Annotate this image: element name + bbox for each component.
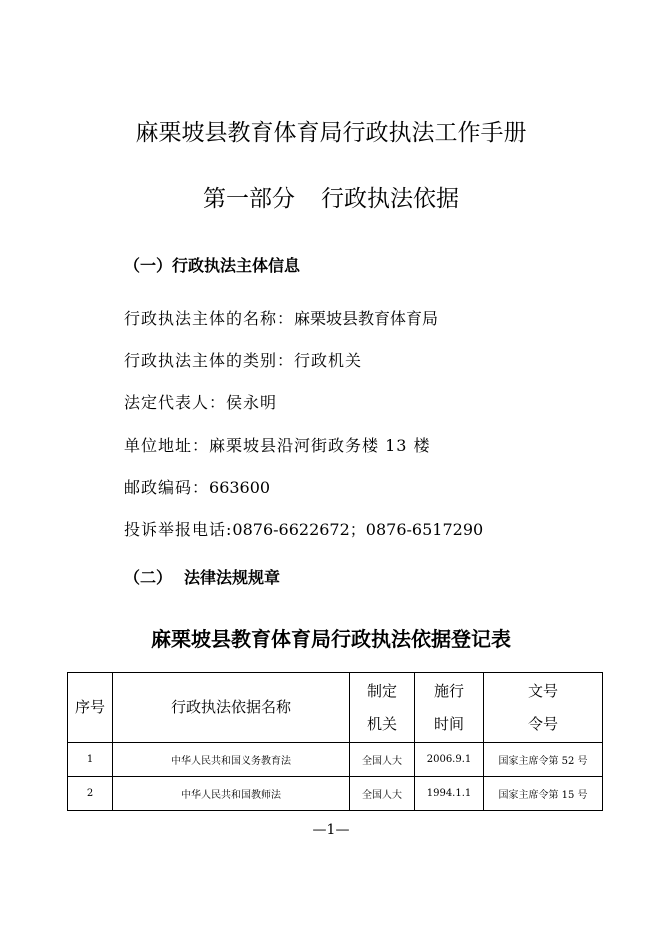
info-value: 行政机关	[294, 351, 363, 370]
cell-name: 中华人民共和国教师法	[113, 777, 350, 811]
section-heading-laws	[124, 567, 280, 589]
info-line-legal-representative	[124, 392, 277, 414]
page-number: —1—	[312, 822, 350, 838]
cell-date: 2006.9.1	[415, 743, 484, 777]
header-org-bottom: 机关	[366, 714, 397, 733]
info-line-complaint-phone	[124, 519, 483, 541]
info-line-address	[124, 435, 431, 457]
info-line-entity-name	[124, 308, 438, 330]
cell-no: 2	[68, 777, 113, 811]
table-row	[68, 743, 603, 777]
info-value: 663600	[209, 478, 271, 497]
info-label: 行政执法主体的类别：	[124, 351, 295, 370]
cell-doc: 国家主席令第 52 号	[484, 743, 603, 777]
cell-org: 全国人大	[350, 743, 415, 777]
info-value: 麻栗坡县教育体育局	[294, 309, 439, 328]
header-doc-top: 文号	[527, 681, 558, 700]
cell-no: 1	[68, 743, 113, 777]
info-value: 0876-6622672；0876-6517290	[232, 520, 484, 539]
header-date-bottom: 时间	[433, 714, 464, 733]
info-line-entity-type	[124, 350, 362, 372]
header-name: 行政执法依据名称	[113, 673, 350, 743]
part-title-text: 行政执法依据	[321, 186, 459, 212]
header-date-top: 施行	[433, 681, 464, 700]
info-label: 行政执法主体的名称：	[124, 309, 295, 328]
header-date	[415, 673, 484, 743]
header-doc-bottom: 令号	[527, 714, 558, 733]
info-line-postal-code	[124, 477, 270, 499]
cell-name: 中华人民共和国义务教育法	[113, 743, 350, 777]
cell-doc: 国家主席令第 15 号	[484, 777, 603, 811]
header-org-top: 制定	[366, 681, 397, 700]
header-doc	[484, 673, 603, 743]
info-label: 法定代表人：	[124, 393, 227, 412]
table-title: 麻栗坡县教育体育局行政执法依据登记表	[151, 627, 511, 651]
header-org	[350, 673, 415, 743]
header-no: 序号	[68, 673, 113, 743]
cell-org: 全国人大	[350, 777, 415, 811]
info-label: 邮政编码：	[124, 478, 210, 497]
info-value: 侯永明	[226, 393, 278, 412]
info-label: 单位地址：	[124, 436, 210, 455]
part-title	[0, 184, 662, 214]
table-row	[68, 777, 603, 811]
section-heading-label: （二）	[124, 568, 173, 587]
enforcement-basis-table	[67, 672, 603, 811]
document-title: 麻栗坡县教育体育局行政执法工作手册	[135, 120, 527, 146]
part-title-label: 第一部分	[203, 186, 295, 212]
section-heading-entity-info: （一）行政执法主体信息	[124, 256, 301, 275]
table-header-row	[68, 673, 603, 743]
info-label: 投诉举报电话:	[124, 520, 233, 539]
cell-date: 1994.1.1	[415, 777, 484, 811]
section-heading-text: 法律法规规章	[184, 568, 281, 587]
info-value: 麻栗坡县沿河街政务楼 13 楼	[209, 436, 431, 455]
